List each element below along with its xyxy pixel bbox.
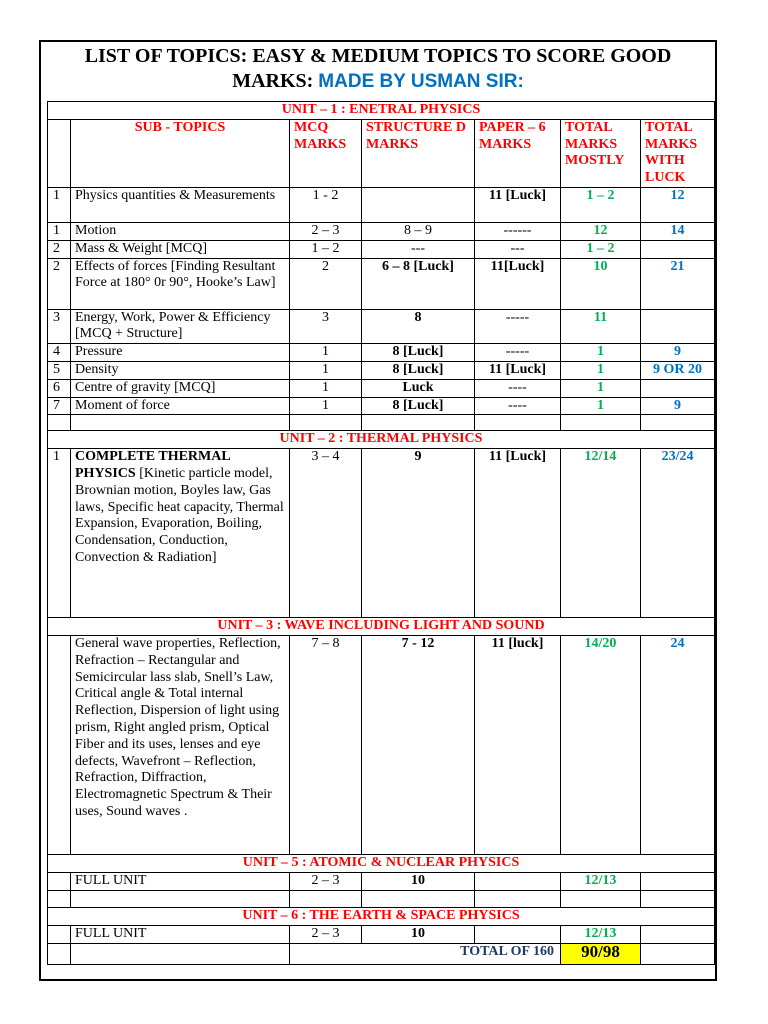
row-topic: Centre of gravity [MCQ]	[71, 379, 290, 397]
header-mcq: MCQ MARKS	[290, 119, 362, 187]
row-topic: Motion	[71, 222, 290, 240]
row-mcq: 2 – 3	[290, 925, 362, 943]
unit-2-title: UNIT – 2 : THERMAL PHYSICS	[48, 431, 715, 449]
row-topic: Energy, Work, Power & Efficiency [MCQ + Structure]	[71, 309, 290, 344]
row-topic-bold: COMPLETE THERMAL PHYSICS	[75, 449, 230, 481]
row-topic: Effects of forces [Finding Resultant Force at 180° 0r 90°, Hooke’s Law]	[71, 258, 290, 309]
unit-3-title: UNIT – 3 : WAVE INCLUDING LIGHT AND SOUND	[48, 618, 715, 636]
row-paper6: 11 [luck]	[475, 635, 561, 854]
row-mcq: 1 – 2	[290, 240, 362, 258]
table-row	[48, 222, 715, 240]
row-structured: 8 [Luck]	[362, 397, 475, 415]
row-total-mostly: 14/20	[561, 635, 641, 854]
row-topic-detail: [Kinetic particle model, Brownian motion, Boyles law, Gas laws, Specific heat capacity, Thermal Expansion, Evaporation, Boiling, Condensation, Conduction, Convection & Radiation]	[75, 465, 284, 565]
row-mcq: 3 – 4	[290, 449, 362, 618]
row-mcq: 2	[290, 258, 362, 309]
table-row	[48, 635, 715, 854]
row-structured: 8	[362, 309, 475, 344]
header-total-luck: TOTAL MARKS WITH LUCK	[641, 119, 715, 187]
table-row	[48, 344, 715, 362]
row-total-luck: 24	[641, 635, 715, 854]
unit-6-title: UNIT – 6 : THE EARTH & SPACE PHYSICS	[48, 907, 715, 925]
row-topic: FULL UNIT	[71, 872, 290, 890]
total-value: 90/98	[561, 943, 641, 964]
table-row	[48, 309, 715, 344]
row-total-luck: 9	[641, 344, 715, 362]
row-paper6: 11 [Luck]	[475, 449, 561, 618]
row-paper6: 11 [Luck]	[475, 187, 561, 222]
header-sub-topics: SUB - TOPICS	[71, 119, 290, 187]
empty-row	[48, 890, 715, 907]
table-row	[48, 872, 715, 890]
row-mcq: 7 – 8	[290, 635, 362, 854]
row-paper6	[475, 872, 561, 890]
row-total-luck	[641, 309, 715, 344]
row-structured: 7 - 12	[362, 635, 475, 854]
row-total-luck: 9 OR 20	[641, 361, 715, 379]
unit-2-header-row	[48, 431, 715, 449]
header-paper6: PAPER – 6 MARKS	[475, 119, 561, 187]
row-number: 1	[48, 222, 71, 240]
table-row	[48, 240, 715, 258]
page-title	[40, 44, 716, 94]
row-mcq: 1	[290, 344, 362, 362]
row-total-mostly: 1	[561, 361, 641, 379]
title-line-2	[40, 69, 716, 94]
row-mcq: 1	[290, 379, 362, 397]
row-number	[48, 635, 71, 854]
row-paper6	[475, 925, 561, 943]
row-total-mostly: 12/14	[561, 449, 641, 618]
row-structured: 9	[362, 449, 475, 618]
title-line-1: LIST OF TOPICS: EASY & MEDIUM TOPICS TO SCORE GOOD	[84, 45, 672, 67]
table-row	[48, 925, 715, 943]
row-number: 5	[48, 361, 71, 379]
row-mcq: 2 – 3	[290, 222, 362, 240]
row-topic: Moment of force	[71, 397, 290, 415]
row-paper6: ---	[475, 240, 561, 258]
row-number: 1	[48, 449, 71, 618]
row-total-mostly: 10	[561, 258, 641, 309]
row-total-mostly: 1 – 2	[561, 240, 641, 258]
header-structured: STRUCTURE D MARKS	[362, 119, 475, 187]
row-number: 2	[48, 240, 71, 258]
row-topic: Physics quantities & Measurements	[71, 187, 290, 222]
row-structured: 8 – 9	[362, 222, 475, 240]
row-total-luck	[641, 379, 715, 397]
unit-5-title: UNIT – 5 : ATOMIC & NUCLEAR PHYSICS	[48, 854, 715, 872]
header-total-mostly: TOTAL MARKS MOSTLY	[561, 119, 641, 187]
row-total-luck: 9	[641, 397, 715, 415]
row-paper6: ----	[475, 397, 561, 415]
row-number: 6	[48, 379, 71, 397]
unit-6-header-row	[48, 907, 715, 925]
row-number: 1	[48, 187, 71, 222]
row-total-mostly: 12	[561, 222, 641, 240]
row-total-mostly: 11	[561, 309, 641, 344]
row-mcq: 2 – 3	[290, 872, 362, 890]
column-header-row	[48, 119, 715, 187]
row-paper6: 11 [Luck]	[475, 361, 561, 379]
title-line-2-prefix: MARKS:	[232, 70, 319, 92]
row-total-luck: 12	[641, 187, 715, 222]
row-total-mostly: 1	[561, 397, 641, 415]
row-topic: Mass & Weight [MCQ]	[71, 240, 290, 258]
row-mcq: 3	[290, 309, 362, 344]
row-mcq: 1	[290, 361, 362, 379]
row-total-luck: 14	[641, 222, 715, 240]
table-row	[48, 397, 715, 415]
row-topic	[71, 449, 290, 618]
table-row	[48, 258, 715, 309]
row-structured: 8 [Luck]	[362, 361, 475, 379]
row-structured: Luck	[362, 379, 475, 397]
row-structured: ---	[362, 240, 475, 258]
row-total-luck: 23/24	[641, 449, 715, 618]
row-total-luck: 21	[641, 258, 715, 309]
row-paper6: 11[Luck]	[475, 258, 561, 309]
row-number	[48, 872, 71, 890]
row-number: 4	[48, 344, 71, 362]
row-mcq: 1	[290, 397, 362, 415]
row-total-luck	[641, 925, 715, 943]
row-number	[48, 925, 71, 943]
row-topic: Pressure	[71, 344, 290, 362]
total-label: TOTAL OF 160	[290, 943, 561, 964]
header-number	[48, 119, 71, 187]
row-paper6: -----	[475, 309, 561, 344]
title-author: MADE BY USMAN SIR:	[318, 71, 524, 92]
row-total-mostly: 12/13	[561, 872, 641, 890]
row-number: 3	[48, 309, 71, 344]
table-row	[48, 361, 715, 379]
unit-5-header-row	[48, 854, 715, 872]
row-topic: General wave properties, Reflection, Refraction – Rectangular and Semicircular lass slab, Snell’s Law, Critical angle & Total internal Reflection, Dispersion of light using prism, Right angled prism, Optical Fiber and its uses, lenses and eye defects, Wavefront – Reflection, Refraction, Diffraction, Electromagnetic Spectrum & Their uses, Sound waves .	[71, 635, 290, 854]
total-row	[48, 943, 715, 964]
row-total-mostly: 1	[561, 344, 641, 362]
row-total-luck	[641, 240, 715, 258]
row-total-mostly: 12/13	[561, 925, 641, 943]
table-row	[48, 449, 715, 618]
row-structured: 10	[362, 872, 475, 890]
topics-table	[47, 101, 715, 965]
row-paper6: ----	[475, 379, 561, 397]
row-number: 2	[48, 258, 71, 309]
unit-1-header-row	[48, 102, 715, 120]
row-total-luck	[641, 872, 715, 890]
row-mcq: 1 - 2	[290, 187, 362, 222]
row-topic: Density	[71, 361, 290, 379]
row-paper6: -----	[475, 344, 561, 362]
unit-3-header-row	[48, 618, 715, 636]
row-total-mostly: 1 – 2	[561, 187, 641, 222]
row-structured: 10	[362, 925, 475, 943]
row-total-mostly: 1	[561, 379, 641, 397]
unit-1-title: UNIT – 1 : ENETRAL PHYSICS	[48, 102, 715, 120]
row-paper6: ------	[475, 222, 561, 240]
empty-row	[48, 415, 715, 431]
row-structured: 8 [Luck]	[362, 344, 475, 362]
row-topic: FULL UNIT	[71, 925, 290, 943]
row-structured: 6 – 8 [Luck]	[362, 258, 475, 309]
table-row	[48, 187, 715, 222]
row-number: 7	[48, 397, 71, 415]
table-row	[48, 379, 715, 397]
row-structured	[362, 187, 475, 222]
